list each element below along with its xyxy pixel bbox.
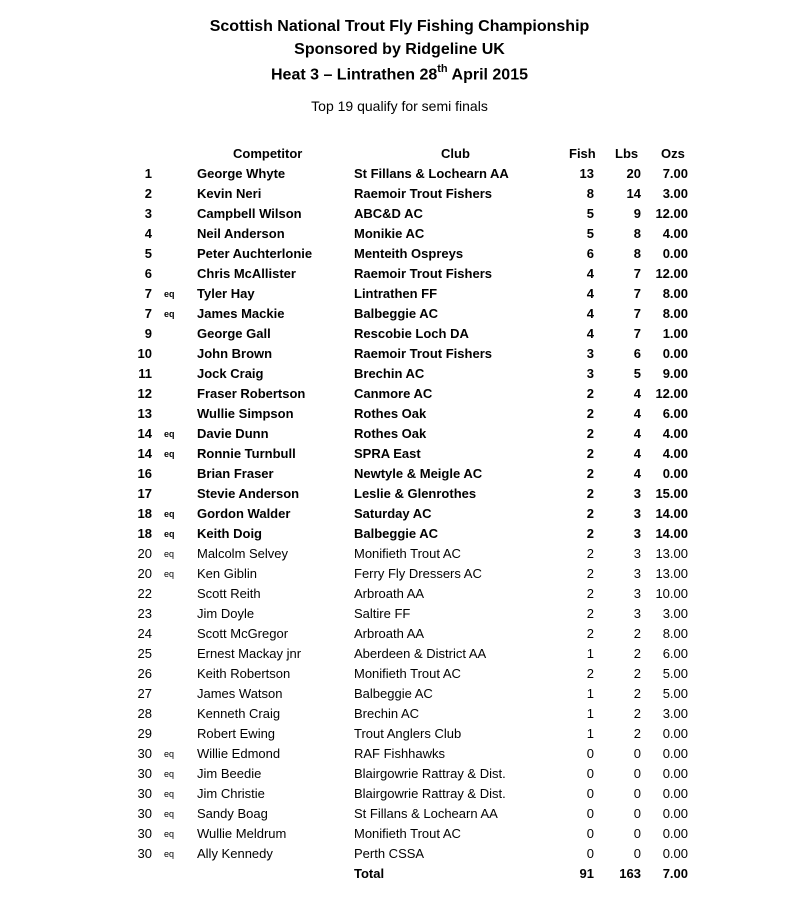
position-cell: 20 bbox=[137, 566, 152, 581]
weight-lbs: 7 bbox=[633, 286, 641, 301]
fish-count: 2 bbox=[586, 526, 594, 541]
weight-ozs: 14.00 bbox=[655, 506, 688, 521]
position-cell: 30 bbox=[137, 806, 152, 821]
position-cell: 12 bbox=[137, 386, 152, 401]
weight-ozs: 7.00 bbox=[662, 166, 688, 181]
club-name: Perth CSSA bbox=[354, 846, 425, 861]
weight-ozs: 0.00 bbox=[662, 846, 688, 861]
table-row bbox=[0, 604, 799, 624]
weight-ozs: 6.00 bbox=[662, 406, 688, 421]
column-header-lbs: Lbs bbox=[615, 146, 639, 161]
club-name: ABC&D AC bbox=[354, 206, 423, 221]
position-cell: 30 bbox=[137, 826, 152, 841]
weight-ozs: 4.00 bbox=[662, 226, 688, 241]
position-cell: 5 bbox=[144, 246, 152, 261]
position-cell: 30 bbox=[137, 846, 152, 861]
position-cell: 13 bbox=[137, 406, 152, 421]
weight-ozs: 0.00 bbox=[662, 466, 688, 481]
weight-lbs: 7 bbox=[633, 266, 641, 281]
table-row bbox=[0, 784, 799, 804]
table-row bbox=[0, 684, 799, 704]
table-row bbox=[0, 204, 799, 224]
weight-ozs: 0.00 bbox=[662, 826, 688, 841]
table-row bbox=[0, 224, 799, 244]
club-name: Balbeggie AC bbox=[354, 306, 439, 321]
competitor-name: Stevie Anderson bbox=[197, 486, 300, 501]
position-cell: 27 bbox=[137, 686, 152, 701]
table-row bbox=[0, 844, 799, 864]
fish-count: 1 bbox=[586, 706, 594, 721]
position-cell: 7 bbox=[144, 306, 152, 321]
fish-count: 3 bbox=[586, 346, 594, 361]
fish-count: 2 bbox=[586, 606, 594, 621]
position-cell: 24 bbox=[137, 626, 152, 641]
equal-marker: eq bbox=[164, 449, 175, 459]
fish-count: 5 bbox=[586, 226, 594, 241]
weight-ozs: 4.00 bbox=[662, 426, 688, 441]
competitor-name: Campbell Wilson bbox=[197, 206, 302, 221]
fish-count: 2 bbox=[586, 486, 594, 501]
weight-lbs: 3 bbox=[633, 486, 641, 501]
equal-marker: eq bbox=[164, 429, 175, 439]
club-name: Rothes Oak bbox=[354, 426, 427, 441]
weight-lbs: 8 bbox=[633, 246, 641, 261]
position-cell: 20 bbox=[137, 546, 152, 561]
position-cell: 28 bbox=[137, 706, 152, 721]
weight-lbs: 3 bbox=[633, 526, 641, 541]
column-header-club: Club bbox=[441, 146, 470, 161]
sponsor-line: Sponsored by Ridgeline UK bbox=[294, 41, 505, 58]
fish-count: 3 bbox=[586, 366, 594, 381]
table-row bbox=[0, 384, 799, 404]
club-name: Canmore AC bbox=[354, 386, 433, 401]
competitor-name: Sandy Boag bbox=[197, 806, 268, 821]
competitor-name: Jim Christie bbox=[197, 786, 265, 801]
competitor-name: Jim Beedie bbox=[197, 766, 262, 781]
position-cell: 14 bbox=[137, 446, 152, 461]
competitor-name: George Whyte bbox=[197, 166, 286, 181]
heat-line bbox=[0, 64, 799, 84]
column-header-competitor: Competitor bbox=[233, 146, 303, 161]
fish-count: 1 bbox=[586, 726, 594, 741]
equal-marker: eq bbox=[164, 569, 175, 579]
total-lbs: 163 bbox=[619, 866, 641, 881]
equal-marker: eq bbox=[164, 289, 175, 299]
document-title: Scottish National Trout Fly Fishing Championship bbox=[209, 18, 590, 35]
club-name: Arbroath AA bbox=[354, 626, 425, 641]
club-name: Newtyle & Meigle AC bbox=[354, 466, 483, 481]
weight-ozs: 0.00 bbox=[662, 786, 688, 801]
fish-count: 2 bbox=[586, 546, 594, 561]
column-header-ozs: Ozs bbox=[661, 146, 685, 161]
competitor-name: Wullie Meldrum bbox=[197, 826, 287, 841]
club-name: Blairgowrie Rattray & Dist. bbox=[354, 786, 506, 801]
competitor-name: Ernest Mackay jnr bbox=[197, 646, 302, 661]
fish-count: 1 bbox=[586, 646, 594, 661]
weight-ozs: 12.00 bbox=[655, 386, 688, 401]
position-cell: 17 bbox=[137, 486, 152, 501]
table-row bbox=[0, 724, 799, 744]
position-cell: 30 bbox=[137, 786, 152, 801]
competitor-name: Tyler Hay bbox=[197, 286, 255, 301]
table-row bbox=[0, 504, 799, 524]
table-row bbox=[0, 804, 799, 824]
weight-lbs: 0 bbox=[633, 746, 641, 761]
competitor-name: Gordon Walder bbox=[197, 506, 291, 521]
weight-ozs: 8.00 bbox=[662, 286, 688, 301]
weight-lbs: 3 bbox=[633, 546, 641, 561]
weight-lbs: 3 bbox=[633, 606, 641, 621]
weight-lbs: 2 bbox=[633, 686, 641, 701]
fish-count: 2 bbox=[586, 586, 594, 601]
weight-lbs: 4 bbox=[633, 426, 641, 441]
club-name: Menteith Ospreys bbox=[354, 246, 464, 261]
equal-marker: eq bbox=[164, 789, 175, 799]
position-cell: 11 bbox=[138, 366, 152, 381]
club-name: Monikie AC bbox=[354, 226, 425, 241]
table-row bbox=[0, 324, 799, 344]
weight-ozs: 3.00 bbox=[662, 186, 688, 201]
weight-ozs: 0.00 bbox=[662, 346, 688, 361]
weight-ozs: 12.00 bbox=[655, 266, 688, 281]
qualify-note: Top 19 qualify for semi finals bbox=[311, 98, 488, 114]
weight-lbs: 0 bbox=[633, 766, 641, 781]
competitor-name: Scott McGregor bbox=[197, 626, 289, 641]
weight-ozs: 3.00 bbox=[662, 706, 688, 721]
weight-ozs: 3.00 bbox=[662, 606, 688, 621]
equal-marker: eq bbox=[164, 749, 175, 759]
club-name: Trout Anglers Club bbox=[354, 726, 462, 741]
competitor-name: Neil Anderson bbox=[197, 226, 285, 241]
weight-ozs: 6.00 bbox=[662, 646, 688, 661]
position-cell: 18 bbox=[137, 506, 152, 521]
position-cell: 6 bbox=[144, 266, 152, 281]
club-name: Balbeggie AC bbox=[354, 686, 433, 701]
table-row bbox=[0, 704, 799, 724]
competitor-name: Wullie Simpson bbox=[197, 406, 294, 421]
competitor-name: Ronnie Turnbull bbox=[197, 446, 296, 461]
club-name: Saturday AC bbox=[354, 506, 432, 521]
club-name: Arbroath AA bbox=[354, 586, 425, 601]
table-row bbox=[0, 284, 799, 304]
equal-marker: eq bbox=[164, 829, 175, 839]
fish-count: 2 bbox=[586, 406, 594, 421]
table-row bbox=[0, 564, 799, 584]
position-cell: 2 bbox=[144, 186, 152, 201]
position-cell: 25 bbox=[137, 646, 152, 661]
weight-lbs: 7 bbox=[633, 306, 641, 321]
fish-count: 1 bbox=[586, 686, 594, 701]
position-cell: 7 bbox=[144, 286, 152, 301]
fish-count: 8 bbox=[586, 186, 594, 201]
weight-ozs: 5.00 bbox=[662, 666, 688, 681]
weight-lbs: 4 bbox=[633, 406, 641, 421]
competitor-name: Kevin Neri bbox=[197, 186, 262, 201]
weight-ozs: 5.00 bbox=[662, 686, 688, 701]
table-row bbox=[0, 664, 799, 684]
fish-count: 0 bbox=[586, 786, 594, 801]
weight-ozs: 4.00 bbox=[662, 446, 688, 461]
competitor-name: James Watson bbox=[197, 686, 283, 701]
weight-ozs: 14.00 bbox=[655, 526, 688, 541]
results-table bbox=[0, 164, 799, 864]
fish-count: 0 bbox=[586, 826, 594, 841]
fish-count: 2 bbox=[586, 466, 594, 481]
club-name: Saltire FF bbox=[354, 606, 411, 621]
weight-lbs: 2 bbox=[633, 646, 641, 661]
weight-lbs: 0 bbox=[633, 786, 641, 801]
club-name: Raemoir Trout Fishers bbox=[354, 186, 492, 201]
table-row bbox=[0, 764, 799, 784]
competitor-name: Davie Dunn bbox=[197, 426, 269, 441]
competitor-name: Brian Fraser bbox=[197, 466, 274, 481]
competitor-name: Ken Giblin bbox=[197, 566, 257, 581]
table-row bbox=[0, 524, 799, 544]
weight-lbs: 8 bbox=[633, 226, 641, 241]
club-name: Monifieth Trout AC bbox=[354, 666, 461, 681]
fish-count: 2 bbox=[586, 446, 594, 461]
table-row bbox=[0, 624, 799, 644]
club-name: Raemoir Trout Fishers bbox=[354, 346, 492, 361]
fish-count: 2 bbox=[586, 386, 594, 401]
fish-count: 0 bbox=[586, 766, 594, 781]
position-cell: 3 bbox=[144, 206, 152, 221]
club-name: St Fillans & Lochearn AA bbox=[354, 166, 509, 181]
competitor-name: Ally Kennedy bbox=[197, 846, 273, 861]
weight-lbs: 2 bbox=[633, 706, 641, 721]
weight-lbs: 3 bbox=[633, 566, 641, 581]
weight-lbs: 20 bbox=[626, 166, 641, 181]
position-cell: 30 bbox=[137, 766, 152, 781]
weight-ozs: 13.00 bbox=[655, 566, 688, 581]
equal-marker: eq bbox=[164, 769, 175, 779]
weight-lbs: 4 bbox=[633, 386, 641, 401]
equal-marker: eq bbox=[164, 549, 175, 559]
fish-count: 2 bbox=[586, 626, 594, 641]
club-name: Lintrathen FF bbox=[354, 286, 438, 301]
weight-lbs: 0 bbox=[633, 826, 641, 841]
position-cell: 10 bbox=[137, 346, 152, 361]
club-name: Brechin AC bbox=[354, 366, 425, 381]
table-row bbox=[0, 644, 799, 664]
club-name: RAF Fishhawks bbox=[354, 746, 446, 761]
competitor-name: Keith Robertson bbox=[197, 666, 291, 681]
competitor-name: Robert Ewing bbox=[197, 726, 276, 741]
competitor-name: George Gall bbox=[197, 326, 271, 341]
position-cell: 14 bbox=[137, 426, 152, 441]
weight-lbs: 3 bbox=[633, 586, 641, 601]
club-name: Blairgowrie Rattray & Dist. bbox=[354, 766, 506, 781]
table-row bbox=[0, 244, 799, 264]
club-name: Monifieth Trout AC bbox=[354, 826, 461, 841]
position-cell: 16 bbox=[137, 466, 152, 481]
table-row bbox=[0, 184, 799, 204]
position-cell: 22 bbox=[137, 586, 152, 601]
equal-marker: eq bbox=[164, 529, 175, 539]
competitor-name: Jim Doyle bbox=[197, 606, 255, 621]
position-cell: 9 bbox=[144, 326, 152, 341]
table-row bbox=[0, 264, 799, 284]
table-row bbox=[0, 304, 799, 324]
weight-ozs: 8.00 bbox=[662, 626, 688, 641]
weight-ozs: 12.00 bbox=[655, 206, 688, 221]
club-name: Monifieth Trout AC bbox=[354, 546, 461, 561]
weight-lbs: 0 bbox=[633, 806, 641, 821]
competitor-name: Willie Edmond bbox=[197, 746, 281, 761]
weight-ozs: 8.00 bbox=[662, 306, 688, 321]
weight-ozs: 0.00 bbox=[662, 246, 688, 261]
fish-count: 6 bbox=[586, 246, 594, 261]
fish-count: 13 bbox=[579, 166, 594, 181]
column-header-fish: Fish bbox=[569, 146, 596, 161]
table-row bbox=[0, 744, 799, 764]
club-name: Rothes Oak bbox=[354, 406, 427, 421]
table-row bbox=[0, 364, 799, 384]
fish-count: 0 bbox=[586, 806, 594, 821]
club-name: Ferry Fly Dressers AC bbox=[354, 566, 482, 581]
competitor-name: Fraser Robertson bbox=[197, 386, 306, 401]
weight-lbs: 7 bbox=[633, 326, 641, 341]
table-row bbox=[0, 824, 799, 844]
competitor-name: Jock Craig bbox=[197, 366, 264, 381]
weight-ozs: 13.00 bbox=[655, 546, 688, 561]
competitor-name: Keith Doig bbox=[197, 526, 262, 541]
table-row bbox=[0, 404, 799, 424]
weight-lbs: 0 bbox=[633, 846, 641, 861]
weight-lbs: 14 bbox=[626, 186, 641, 201]
equal-marker: eq bbox=[164, 309, 175, 319]
weight-lbs: 9 bbox=[633, 206, 641, 221]
fish-count: 4 bbox=[586, 326, 594, 341]
total-fish: 91 bbox=[579, 866, 594, 881]
fish-count: 2 bbox=[586, 566, 594, 581]
heat-ordinal-suffix: th bbox=[437, 63, 448, 75]
club-name: Leslie & Glenrothes bbox=[354, 486, 477, 501]
fish-count: 0 bbox=[586, 746, 594, 761]
table-row bbox=[0, 444, 799, 464]
table-row bbox=[0, 164, 799, 184]
competitor-name: Chris McAllister bbox=[197, 266, 296, 281]
table-row bbox=[0, 344, 799, 364]
weight-lbs: 4 bbox=[633, 446, 641, 461]
weight-ozs: 0.00 bbox=[662, 746, 688, 761]
position-cell: 23 bbox=[137, 606, 152, 621]
equal-marker: eq bbox=[164, 509, 175, 519]
weight-lbs: 4 bbox=[633, 466, 641, 481]
competitor-name: Scott Reith bbox=[197, 586, 261, 601]
fish-count: 0 bbox=[586, 846, 594, 861]
fish-count: 2 bbox=[586, 506, 594, 521]
position-cell: 4 bbox=[144, 226, 152, 241]
equal-marker: eq bbox=[164, 849, 175, 859]
weight-ozs: 1.00 bbox=[662, 326, 688, 341]
fish-count: 5 bbox=[586, 206, 594, 221]
table-row bbox=[0, 544, 799, 564]
total-label: Total bbox=[354, 866, 385, 881]
table-row bbox=[0, 424, 799, 444]
table-row bbox=[0, 584, 799, 604]
competitor-name: James Mackie bbox=[197, 306, 285, 321]
weight-ozs: 0.00 bbox=[662, 806, 688, 821]
fish-count: 2 bbox=[586, 666, 594, 681]
weight-lbs: 5 bbox=[633, 366, 641, 381]
club-name: Brechin AC bbox=[354, 706, 420, 721]
competitor-name: Peter Auchterlonie bbox=[197, 246, 313, 261]
weight-lbs: 3 bbox=[633, 506, 641, 521]
total-ozs: 7.00 bbox=[662, 866, 688, 881]
heat-prefix: Heat 3 – Lintrathen 28 bbox=[270, 66, 438, 84]
weight-ozs: 0.00 bbox=[662, 766, 688, 781]
weight-ozs: 15.00 bbox=[655, 486, 688, 501]
weight-lbs: 2 bbox=[633, 726, 641, 741]
club-name: Rescobie Loch DA bbox=[354, 326, 469, 341]
equal-marker: eq bbox=[164, 809, 175, 819]
weight-lbs: 6 bbox=[633, 346, 641, 361]
total-row bbox=[0, 864, 799, 884]
table-row bbox=[0, 464, 799, 484]
fish-count: 2 bbox=[586, 426, 594, 441]
competitor-name: Malcolm Selvey bbox=[197, 546, 289, 561]
position-cell: 26 bbox=[137, 666, 152, 681]
club-name: Balbeggie AC bbox=[354, 526, 439, 541]
position-cell: 1 bbox=[144, 166, 152, 181]
weight-ozs: 9.00 bbox=[662, 366, 688, 381]
club-name: Aberdeen & District AA bbox=[354, 646, 487, 661]
weight-ozs: 10.00 bbox=[655, 586, 688, 601]
weight-lbs: 2 bbox=[633, 626, 641, 641]
club-name: St Fillans & Lochearn AA bbox=[354, 806, 498, 821]
weight-ozs: 0.00 bbox=[662, 726, 688, 741]
weight-lbs: 2 bbox=[633, 666, 641, 681]
position-cell: 29 bbox=[137, 726, 152, 741]
club-name: Raemoir Trout Fishers bbox=[354, 266, 492, 281]
competitor-name: Kenneth Craig bbox=[197, 706, 281, 721]
club-name: SPRA East bbox=[354, 446, 421, 461]
position-cell: 30 bbox=[137, 746, 152, 761]
table-row bbox=[0, 484, 799, 504]
fish-count: 4 bbox=[586, 286, 594, 301]
fish-count: 4 bbox=[586, 266, 594, 281]
competitor-name: John Brown bbox=[197, 346, 273, 361]
fish-count: 4 bbox=[586, 306, 594, 321]
heat-suffix: April 2015 bbox=[447, 66, 528, 84]
position-cell: 18 bbox=[137, 526, 152, 541]
